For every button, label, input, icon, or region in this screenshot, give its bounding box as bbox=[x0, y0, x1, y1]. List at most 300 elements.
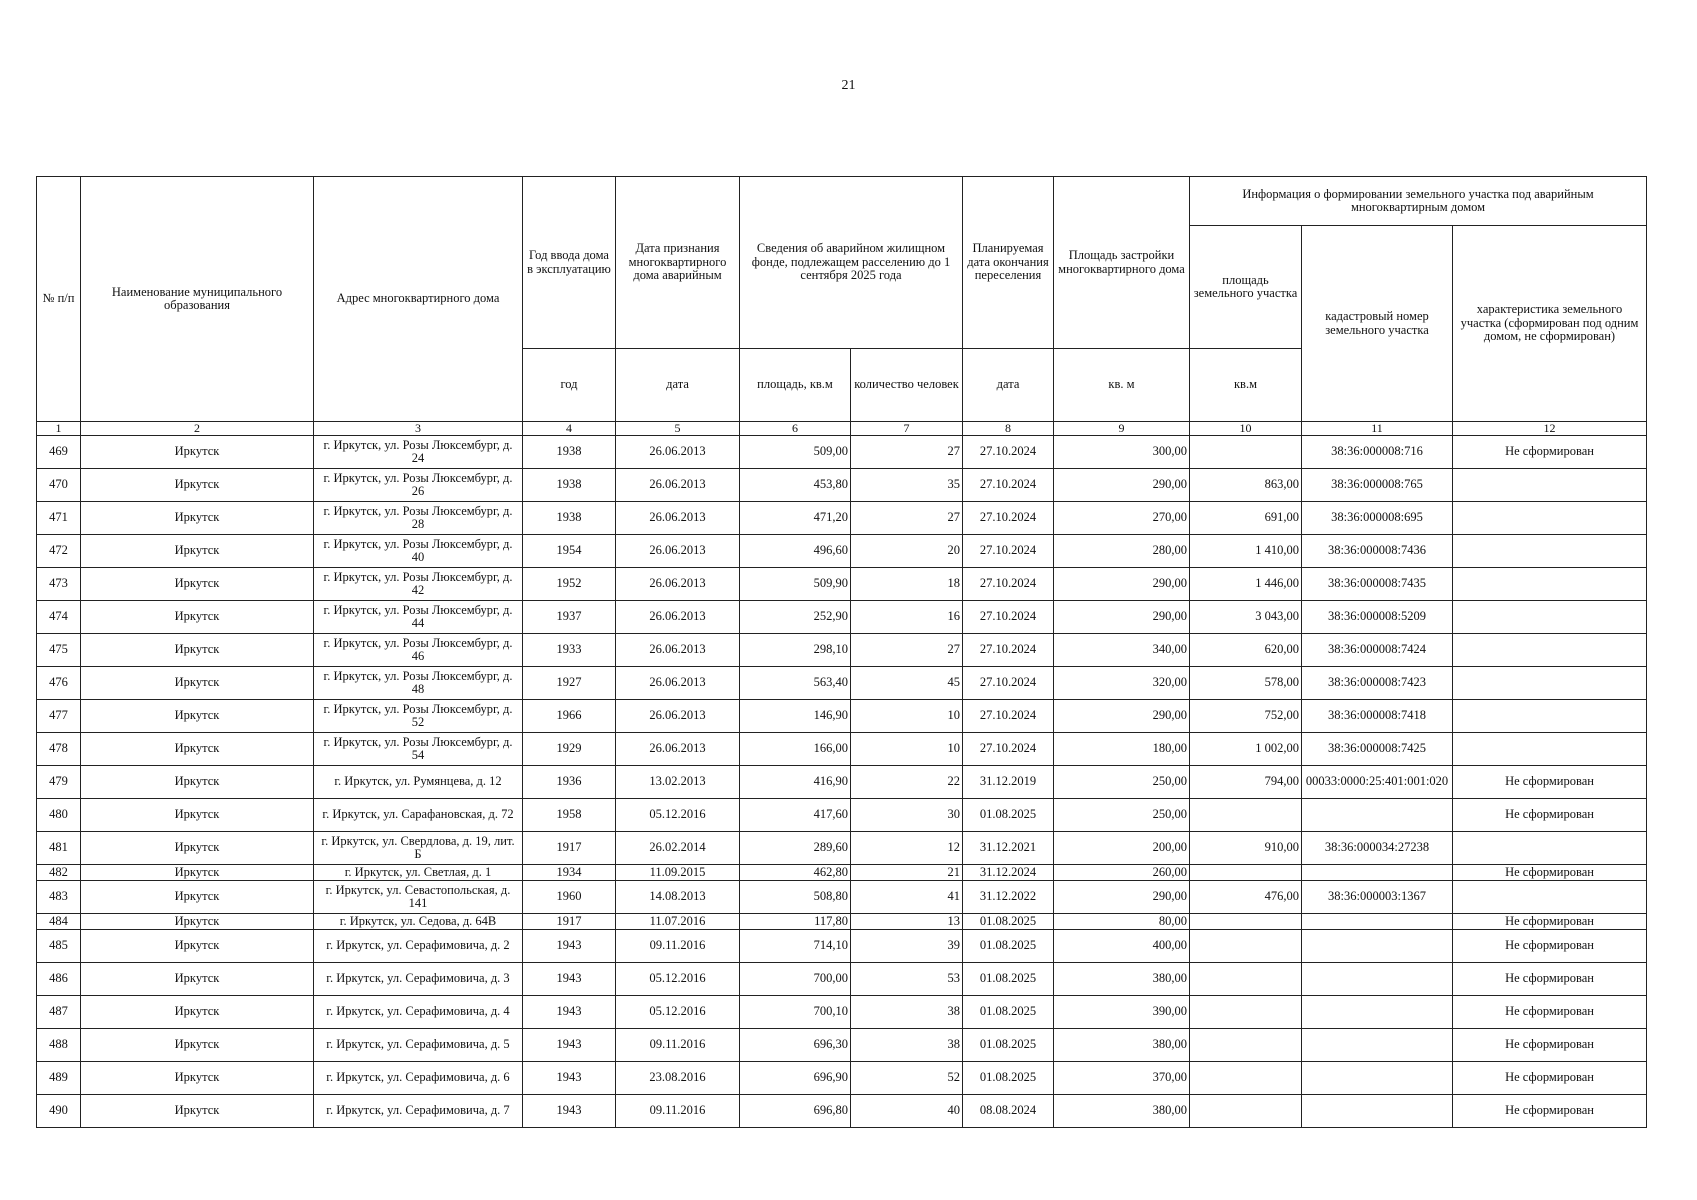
row-municipality: Иркутск bbox=[81, 535, 314, 568]
table-row bbox=[37, 436, 1647, 469]
row-area: 696,30 bbox=[740, 1029, 851, 1062]
row-address: г. Иркутск, ул. Розы Люксембург, д. 42 bbox=[314, 568, 523, 601]
row-number: 482 bbox=[37, 865, 81, 881]
row-building-area: 290,00 bbox=[1054, 469, 1190, 502]
row-land-area: 620,00 bbox=[1190, 634, 1302, 667]
row-recognition-date: 26.06.2013 bbox=[616, 436, 740, 469]
row-municipality: Иркутск bbox=[81, 1062, 314, 1095]
row-cadastral: 38:36:000008:716 bbox=[1302, 436, 1453, 469]
row-number: 475 bbox=[37, 634, 81, 667]
row-number: 471 bbox=[37, 502, 81, 535]
row-number: 478 bbox=[37, 733, 81, 766]
row-land-status bbox=[1453, 667, 1647, 700]
header-land-info: Информация о формировании земельного участка под аварийным многоквартирным домом bbox=[1190, 177, 1647, 226]
row-address: г. Иркутск, ул. Румянцева, д. 12 bbox=[314, 766, 523, 799]
row-recognition-date: 26.06.2013 bbox=[616, 502, 740, 535]
table-row bbox=[37, 502, 1647, 535]
row-land-status bbox=[1453, 700, 1647, 733]
row-municipality: Иркутск bbox=[81, 766, 314, 799]
row-land-area: 1 446,00 bbox=[1190, 568, 1302, 601]
table-row bbox=[37, 963, 1647, 996]
row-recognition-date: 26.06.2013 bbox=[616, 535, 740, 568]
row-year: 1958 bbox=[523, 799, 616, 832]
header-cadastral: кадастровый номер земельного участка bbox=[1302, 226, 1453, 422]
unit-people: количество человек bbox=[851, 349, 963, 422]
row-building-area: 390,00 bbox=[1054, 996, 1190, 1029]
row-year: 1943 bbox=[523, 1095, 616, 1128]
row-recognition-date: 09.11.2016 bbox=[616, 1095, 740, 1128]
row-area: 563,40 bbox=[740, 667, 851, 700]
row-cadastral: 38:36:000008:7425 bbox=[1302, 733, 1453, 766]
table-row bbox=[37, 832, 1647, 865]
row-building-area: 180,00 bbox=[1054, 733, 1190, 766]
row-cadastral: 38:36:000008:765 bbox=[1302, 469, 1453, 502]
row-land-area: 752,00 bbox=[1190, 700, 1302, 733]
row-number: 483 bbox=[37, 881, 81, 914]
row-building-area: 290,00 bbox=[1054, 881, 1190, 914]
row-building-area: 290,00 bbox=[1054, 700, 1190, 733]
row-building-area: 380,00 bbox=[1054, 1029, 1190, 1062]
row-area: 146,90 bbox=[740, 700, 851, 733]
column-number: 4 bbox=[523, 422, 616, 436]
row-cadastral: 38:36:000008:695 bbox=[1302, 502, 1453, 535]
row-municipality: Иркутск bbox=[81, 963, 314, 996]
row-land-area: 1 002,00 bbox=[1190, 733, 1302, 766]
row-municipality: Иркутск bbox=[81, 832, 314, 865]
row-land-area bbox=[1190, 996, 1302, 1029]
row-people: 18 bbox=[851, 568, 963, 601]
row-number: 469 bbox=[37, 436, 81, 469]
row-recognition-date: 26.02.2014 bbox=[616, 832, 740, 865]
row-cadastral: 38:36:000008:7435 bbox=[1302, 568, 1453, 601]
row-recognition-date: 13.02.2013 bbox=[616, 766, 740, 799]
column-number: 11 bbox=[1302, 422, 1453, 436]
row-number: 479 bbox=[37, 766, 81, 799]
row-recognition-date: 05.12.2016 bbox=[616, 799, 740, 832]
row-address: г. Иркутск, ул. Седова, д. 64В bbox=[314, 914, 523, 930]
row-land-status bbox=[1453, 733, 1647, 766]
column-number: 10 bbox=[1190, 422, 1302, 436]
row-people: 27 bbox=[851, 436, 963, 469]
row-people: 27 bbox=[851, 502, 963, 535]
row-cadastral: 38:36:000008:7418 bbox=[1302, 700, 1453, 733]
row-area: 289,60 bbox=[740, 832, 851, 865]
row-municipality: Иркутск bbox=[81, 799, 314, 832]
row-land-area bbox=[1190, 865, 1302, 881]
row-building-area: 200,00 bbox=[1054, 832, 1190, 865]
table-row bbox=[37, 914, 1647, 930]
row-year: 1937 bbox=[523, 601, 616, 634]
row-recognition-date: 26.06.2013 bbox=[616, 568, 740, 601]
row-number: 472 bbox=[37, 535, 81, 568]
row-year: 1933 bbox=[523, 634, 616, 667]
row-people: 35 bbox=[851, 469, 963, 502]
row-address: г. Иркутск, ул. Розы Люксембург, д. 44 bbox=[314, 601, 523, 634]
header-land-area: площадь земельного участка bbox=[1190, 226, 1302, 349]
row-land-status: Не сформирован bbox=[1453, 865, 1647, 881]
row-end-date: 31.12.2019 bbox=[963, 766, 1054, 799]
row-cadastral bbox=[1302, 1095, 1453, 1128]
row-land-status bbox=[1453, 881, 1647, 914]
row-land-area: 578,00 bbox=[1190, 667, 1302, 700]
table-row bbox=[37, 535, 1647, 568]
row-building-area: 340,00 bbox=[1054, 634, 1190, 667]
row-land-status: Не сформирован bbox=[1453, 766, 1647, 799]
row-year: 1954 bbox=[523, 535, 616, 568]
row-building-area: 80,00 bbox=[1054, 914, 1190, 930]
row-land-status: Не сформирован bbox=[1453, 996, 1647, 1029]
column-number: 3 bbox=[314, 422, 523, 436]
row-end-date: 01.08.2025 bbox=[963, 963, 1054, 996]
row-people: 41 bbox=[851, 881, 963, 914]
header-land-status: характеристика земельного участка (сформирован под одним домом, не сформирован) bbox=[1453, 226, 1647, 422]
row-land-area bbox=[1190, 436, 1302, 469]
header-planned-end: Планируемая дата окончания переселения bbox=[963, 177, 1054, 349]
unit-date: дата bbox=[616, 349, 740, 422]
row-end-date: 27.10.2024 bbox=[963, 436, 1054, 469]
row-address: г. Иркутск, ул. Севастопольская, д. 141 bbox=[314, 881, 523, 914]
column-number-row bbox=[37, 422, 1647, 436]
column-number: 2 bbox=[81, 422, 314, 436]
row-end-date: 01.08.2025 bbox=[963, 930, 1054, 963]
row-land-area: 794,00 bbox=[1190, 766, 1302, 799]
row-building-area: 400,00 bbox=[1054, 930, 1190, 963]
table-row bbox=[37, 799, 1647, 832]
table-row bbox=[37, 1095, 1647, 1128]
table-row bbox=[37, 700, 1647, 733]
row-people: 45 bbox=[851, 667, 963, 700]
row-year: 1934 bbox=[523, 865, 616, 881]
row-cadastral bbox=[1302, 930, 1453, 963]
row-municipality: Иркутск bbox=[81, 502, 314, 535]
row-number: 490 bbox=[37, 1095, 81, 1128]
row-municipality: Иркутск bbox=[81, 865, 314, 881]
row-address: г. Иркутск, ул. Серафимовича, д. 6 bbox=[314, 1062, 523, 1095]
row-cadastral: 38:36:000008:5209 bbox=[1302, 601, 1453, 634]
row-area: 700,00 bbox=[740, 963, 851, 996]
row-number: 488 bbox=[37, 1029, 81, 1062]
row-people: 10 bbox=[851, 733, 963, 766]
row-building-area: 380,00 bbox=[1054, 963, 1190, 996]
row-cadastral bbox=[1302, 963, 1453, 996]
table-row bbox=[37, 865, 1647, 881]
row-end-date: 27.10.2024 bbox=[963, 700, 1054, 733]
row-cadastral bbox=[1302, 865, 1453, 881]
row-people: 52 bbox=[851, 1062, 963, 1095]
row-recognition-date: 05.12.2016 bbox=[616, 996, 740, 1029]
row-end-date: 01.08.2025 bbox=[963, 1029, 1054, 1062]
row-end-date: 27.10.2024 bbox=[963, 634, 1054, 667]
row-year: 1952 bbox=[523, 568, 616, 601]
row-land-area bbox=[1190, 799, 1302, 832]
row-land-status: Не сформирован bbox=[1453, 930, 1647, 963]
row-cadastral: 38:36:000008:7423 bbox=[1302, 667, 1453, 700]
row-number: 485 bbox=[37, 930, 81, 963]
column-number: 1 bbox=[37, 422, 81, 436]
row-land-status bbox=[1453, 634, 1647, 667]
row-year: 1960 bbox=[523, 881, 616, 914]
row-end-date: 08.08.2024 bbox=[963, 1095, 1054, 1128]
row-area: 696,80 bbox=[740, 1095, 851, 1128]
row-building-area: 290,00 bbox=[1054, 568, 1190, 601]
row-land-area bbox=[1190, 930, 1302, 963]
row-cadastral bbox=[1302, 799, 1453, 832]
row-cadastral: 00033:0000:25:401:001:020 bbox=[1302, 766, 1453, 799]
table-row bbox=[37, 634, 1647, 667]
row-year: 1927 bbox=[523, 667, 616, 700]
row-people: 40 bbox=[851, 1095, 963, 1128]
row-land-area bbox=[1190, 1029, 1302, 1062]
column-number: 7 bbox=[851, 422, 963, 436]
row-number: 481 bbox=[37, 832, 81, 865]
row-people: 27 bbox=[851, 634, 963, 667]
row-land-status bbox=[1453, 568, 1647, 601]
row-cadastral: 38:36:000008:7424 bbox=[1302, 634, 1453, 667]
row-municipality: Иркутск bbox=[81, 881, 314, 914]
row-year: 1929 bbox=[523, 733, 616, 766]
page-number: 21 bbox=[841, 78, 856, 93]
row-area: 298,10 bbox=[740, 634, 851, 667]
row-cadastral: 38:36:000003:1367 bbox=[1302, 881, 1453, 914]
row-municipality: Иркутск bbox=[81, 700, 314, 733]
row-number: 477 bbox=[37, 700, 81, 733]
row-year: 1938 bbox=[523, 436, 616, 469]
header-address: Адрес многоквартирного дома bbox=[314, 177, 523, 422]
row-land-status: Не сформирован bbox=[1453, 436, 1647, 469]
column-number: 8 bbox=[963, 422, 1054, 436]
row-recognition-date: 11.09.2015 bbox=[616, 865, 740, 881]
row-municipality: Иркутск bbox=[81, 733, 314, 766]
column-number: 5 bbox=[616, 422, 740, 436]
row-building-area: 290,00 bbox=[1054, 601, 1190, 634]
table-row bbox=[37, 568, 1647, 601]
row-land-area bbox=[1190, 1095, 1302, 1128]
row-land-status: Не сформирован bbox=[1453, 963, 1647, 996]
row-building-area: 250,00 bbox=[1054, 766, 1190, 799]
row-land-area: 863,00 bbox=[1190, 469, 1302, 502]
row-people: 38 bbox=[851, 996, 963, 1029]
table-row bbox=[37, 733, 1647, 766]
row-cadastral: 38:36:000008:7436 bbox=[1302, 535, 1453, 568]
row-end-date: 01.08.2025 bbox=[963, 914, 1054, 930]
table-body bbox=[37, 436, 1647, 1128]
row-number: 480 bbox=[37, 799, 81, 832]
row-land-status: Не сформирован bbox=[1453, 1095, 1647, 1128]
row-recognition-date: 26.06.2013 bbox=[616, 601, 740, 634]
row-land-area: 3 043,00 bbox=[1190, 601, 1302, 634]
row-people: 39 bbox=[851, 930, 963, 963]
row-building-area: 300,00 bbox=[1054, 436, 1190, 469]
row-year: 1936 bbox=[523, 766, 616, 799]
row-end-date: 27.10.2024 bbox=[963, 568, 1054, 601]
row-land-status bbox=[1453, 469, 1647, 502]
row-land-status bbox=[1453, 601, 1647, 634]
row-recognition-date: 26.06.2013 bbox=[616, 634, 740, 667]
row-year: 1917 bbox=[523, 914, 616, 930]
row-land-area bbox=[1190, 1062, 1302, 1095]
row-address: г. Иркутск, ул. Розы Люксембург, д. 52 bbox=[314, 700, 523, 733]
row-municipality: Иркутск bbox=[81, 996, 314, 1029]
row-people: 12 bbox=[851, 832, 963, 865]
emergency-housing-table bbox=[36, 176, 1647, 1128]
row-people: 13 bbox=[851, 914, 963, 930]
row-number: 474 bbox=[37, 601, 81, 634]
row-land-area: 1 410,00 bbox=[1190, 535, 1302, 568]
row-people: 16 bbox=[851, 601, 963, 634]
row-end-date: 31.12.2021 bbox=[963, 832, 1054, 865]
row-recognition-date: 11.07.2016 bbox=[616, 914, 740, 930]
row-municipality: Иркутск bbox=[81, 914, 314, 930]
row-land-status: Не сформирован bbox=[1453, 1029, 1647, 1062]
row-recognition-date: 26.06.2013 bbox=[616, 733, 740, 766]
unit-end-date: дата bbox=[963, 349, 1054, 422]
table-row bbox=[37, 1062, 1647, 1095]
row-municipality: Иркутск bbox=[81, 667, 314, 700]
row-cadastral bbox=[1302, 1029, 1453, 1062]
row-municipality: Иркутск bbox=[81, 469, 314, 502]
row-end-date: 01.08.2025 bbox=[963, 996, 1054, 1029]
header-recognition-date: Дата признания многоквартирного дома аварийным bbox=[616, 177, 740, 349]
table-row bbox=[37, 930, 1647, 963]
row-address: г. Иркутск, ул. Свердлова, д. 19, лит. Б bbox=[314, 832, 523, 865]
row-cadastral bbox=[1302, 1062, 1453, 1095]
row-cadastral bbox=[1302, 996, 1453, 1029]
row-land-area: 910,00 bbox=[1190, 832, 1302, 865]
row-area: 700,10 bbox=[740, 996, 851, 1029]
row-address: г. Иркутск, ул. Розы Люксембург, д. 26 bbox=[314, 469, 523, 502]
row-recognition-date: 09.11.2016 bbox=[616, 1029, 740, 1062]
row-number: 470 bbox=[37, 469, 81, 502]
row-address: г. Иркутск, ул. Розы Люксембург, д. 48 bbox=[314, 667, 523, 700]
row-area: 416,90 bbox=[740, 766, 851, 799]
row-area: 714,10 bbox=[740, 930, 851, 963]
row-recognition-date: 14.08.2013 bbox=[616, 881, 740, 914]
row-recognition-date: 26.06.2013 bbox=[616, 667, 740, 700]
row-address: г. Иркутск, ул. Розы Люксембург, д. 54 bbox=[314, 733, 523, 766]
row-year: 1943 bbox=[523, 996, 616, 1029]
row-area: 696,90 bbox=[740, 1062, 851, 1095]
row-address: г. Иркутск, ул. Розы Люксембург, д. 46 bbox=[314, 634, 523, 667]
row-people: 21 bbox=[851, 865, 963, 881]
row-building-area: 280,00 bbox=[1054, 535, 1190, 568]
row-land-status: Не сформирован bbox=[1453, 914, 1647, 930]
row-land-status bbox=[1453, 502, 1647, 535]
row-recognition-date: 26.06.2013 bbox=[616, 469, 740, 502]
row-end-date: 01.08.2025 bbox=[963, 1062, 1054, 1095]
row-number: 487 bbox=[37, 996, 81, 1029]
row-recognition-date: 26.06.2013 bbox=[616, 700, 740, 733]
row-building-area: 270,00 bbox=[1054, 502, 1190, 535]
table-row bbox=[37, 1029, 1647, 1062]
row-address: г. Иркутск, ул. Серафимовича, д. 2 bbox=[314, 930, 523, 963]
row-year: 1943 bbox=[523, 1029, 616, 1062]
row-building-area: 320,00 bbox=[1054, 667, 1190, 700]
row-year: 1938 bbox=[523, 469, 616, 502]
row-municipality: Иркутск bbox=[81, 436, 314, 469]
table-row bbox=[37, 667, 1647, 700]
column-number: 12 bbox=[1453, 422, 1647, 436]
row-address: г. Иркутск, ул. Светлая, д. 1 bbox=[314, 865, 523, 881]
row-municipality: Иркутск bbox=[81, 1095, 314, 1128]
column-number: 9 bbox=[1054, 422, 1190, 436]
row-area: 117,80 bbox=[740, 914, 851, 930]
row-area: 252,90 bbox=[740, 601, 851, 634]
row-land-area: 476,00 bbox=[1190, 881, 1302, 914]
row-people: 30 bbox=[851, 799, 963, 832]
row-land-area bbox=[1190, 914, 1302, 930]
row-recognition-date: 09.11.2016 bbox=[616, 930, 740, 963]
unit-year: год bbox=[523, 349, 616, 422]
row-area: 508,80 bbox=[740, 881, 851, 914]
row-people: 22 bbox=[851, 766, 963, 799]
row-year: 1966 bbox=[523, 700, 616, 733]
row-year: 1943 bbox=[523, 1062, 616, 1095]
row-address: г. Иркутск, ул. Серафимовича, д. 3 bbox=[314, 963, 523, 996]
row-end-date: 01.08.2025 bbox=[963, 799, 1054, 832]
row-end-date: 27.10.2024 bbox=[963, 667, 1054, 700]
row-municipality: Иркутск bbox=[81, 1029, 314, 1062]
row-building-area: 370,00 bbox=[1054, 1062, 1190, 1095]
row-municipality: Иркутск bbox=[81, 634, 314, 667]
header-building-area: Площадь застройки многоквартирного дома bbox=[1054, 177, 1190, 349]
row-year: 1943 bbox=[523, 930, 616, 963]
row-cadastral: 38:36:000034:27238 bbox=[1302, 832, 1453, 865]
row-address: г. Иркутск, ул. Серафимовича, д. 4 bbox=[314, 996, 523, 1029]
row-land-area bbox=[1190, 963, 1302, 996]
table-row bbox=[37, 601, 1647, 634]
row-end-date: 27.10.2024 bbox=[963, 502, 1054, 535]
row-number: 484 bbox=[37, 914, 81, 930]
row-number: 476 bbox=[37, 667, 81, 700]
table-row bbox=[37, 766, 1647, 799]
row-recognition-date: 23.08.2016 bbox=[616, 1062, 740, 1095]
row-building-area: 380,00 bbox=[1054, 1095, 1190, 1128]
row-area: 462,80 bbox=[740, 865, 851, 881]
row-municipality: Иркутск bbox=[81, 601, 314, 634]
unit-building-area: кв. м bbox=[1054, 349, 1190, 422]
row-address: г. Иркутск, ул. Сарафановская, д. 72 bbox=[314, 799, 523, 832]
row-address: г. Иркутск, ул. Серафимовича, д. 7 bbox=[314, 1095, 523, 1128]
row-area: 453,80 bbox=[740, 469, 851, 502]
row-year: 1938 bbox=[523, 502, 616, 535]
table-header bbox=[37, 177, 1647, 436]
row-land-status bbox=[1453, 832, 1647, 865]
row-people: 20 bbox=[851, 535, 963, 568]
row-end-date: 27.10.2024 bbox=[963, 733, 1054, 766]
row-building-area: 250,00 bbox=[1054, 799, 1190, 832]
header-municipality: Наименование муниципального образования bbox=[81, 177, 314, 422]
row-area: 509,00 bbox=[740, 436, 851, 469]
row-end-date: 27.10.2024 bbox=[963, 535, 1054, 568]
header-fund-info: Сведения об аварийном жилищном фонде, подлежащем расселению до 1 сентября 2025 года bbox=[740, 177, 963, 349]
row-number: 473 bbox=[37, 568, 81, 601]
row-end-date: 31.12.2024 bbox=[963, 865, 1054, 881]
row-end-date: 31.12.2022 bbox=[963, 881, 1054, 914]
row-building-area: 260,00 bbox=[1054, 865, 1190, 881]
row-end-date: 27.10.2024 bbox=[963, 469, 1054, 502]
table-row bbox=[37, 996, 1647, 1029]
row-address: г. Иркутск, ул. Розы Люксембург, д. 40 bbox=[314, 535, 523, 568]
header-num: № п/п bbox=[37, 177, 81, 422]
row-number: 489 bbox=[37, 1062, 81, 1095]
row-area: 417,60 bbox=[740, 799, 851, 832]
row-year: 1943 bbox=[523, 963, 616, 996]
row-area: 166,00 bbox=[740, 733, 851, 766]
row-address: г. Иркутск, ул. Серафимовича, д. 5 bbox=[314, 1029, 523, 1062]
row-municipality: Иркутск bbox=[81, 930, 314, 963]
row-land-status: Не сформирован bbox=[1453, 1062, 1647, 1095]
row-year: 1917 bbox=[523, 832, 616, 865]
